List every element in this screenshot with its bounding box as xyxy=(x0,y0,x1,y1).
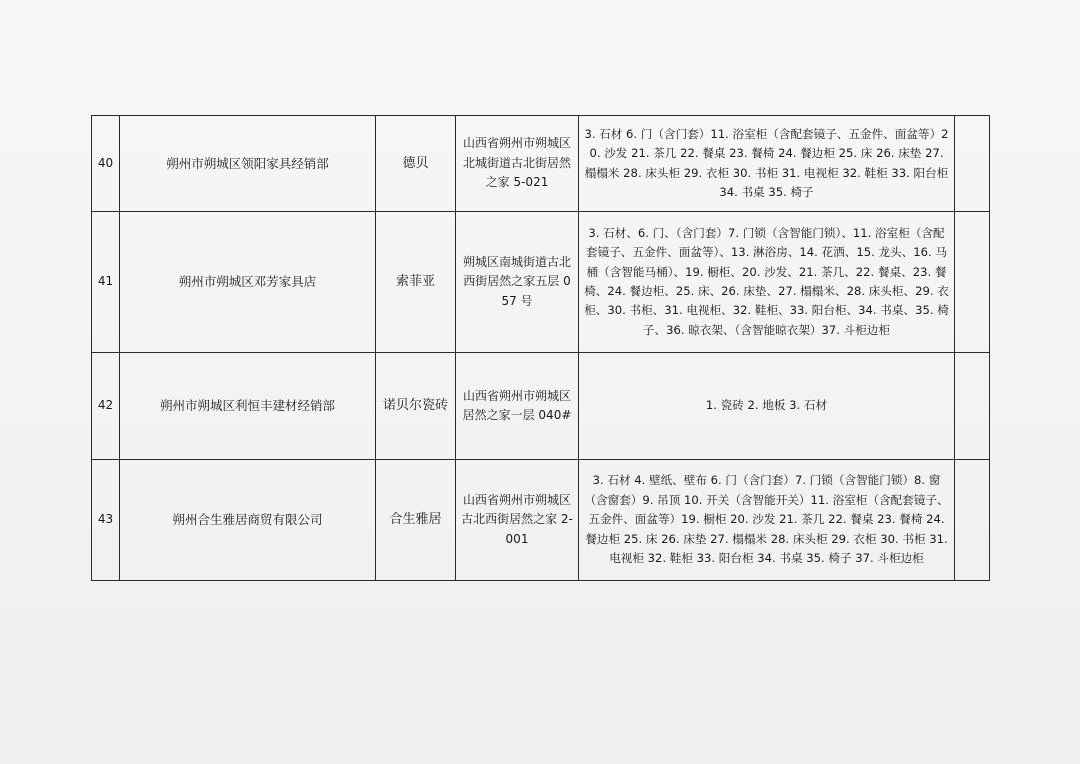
company-name: 朔州合生雅居商贸有限公司 xyxy=(120,460,376,581)
product-categories: 3. 石材、6. 门、（含门套）7. 门锁（含智能门锁）、11. 浴室柜（含配套镜子、五金件、面盆等）、13. 淋浴房、14. 花洒、15. 龙头、16. 马桶（含智能马桶）、19. 橱柜、20. 沙发、21. 茶几、22. 餐桌、23. 餐椅、24. 餐边柜、25. 床、26. 床垫、27. 榻榻米、28. 床头柜、29. 衣柜、30. 书柜、31. 电视柜、32. 鞋柜、33. 阳台柜、34. 书桌、35. 椅子、36. 晾衣架、（含智能晾衣架）37. 斗柜边柜 xyxy=(579,212,955,353)
row-number: 40 xyxy=(92,116,120,212)
brand-name: 德贝 xyxy=(376,116,456,212)
table-row xyxy=(92,212,990,353)
product-categories: 3. 石材 6. 门（含门套）11. 浴室柜（含配套镜子、五金件、面盆等）20. 沙发 21. 茶几 22. 餐桌 23. 餐椅 24. 餐边柜 25. 床 26. 床垫 27. 榻榻米 28. 床头柜 29. 衣柜 30. 书柜 31. 电视柜 32. 鞋柜 33. 阳台柜 34. 书桌 35. 椅子 xyxy=(579,116,955,212)
company-name: 朔州市朔城区领阳家具经销部 xyxy=(120,116,376,212)
table-row xyxy=(92,460,990,581)
table-row xyxy=(92,353,990,460)
brand-name: 合生雅居 xyxy=(376,460,456,581)
store-address: 山西省朔州市朔城区居然之家一层 040# xyxy=(456,353,579,460)
store-address: 山西省朔州市朔城区古北西街居然之家 2-001 xyxy=(456,460,579,581)
store-address: 山西省朔州市朔城区北城街道古北街居然之家 5-021 xyxy=(456,116,579,212)
product-categories: 1. 瓷砖 2. 地板 3. 石材 xyxy=(579,353,955,460)
company-name: 朔州市朔城区邓芳家具店 xyxy=(120,212,376,353)
empty-cell xyxy=(955,212,990,353)
table-row xyxy=(92,116,990,212)
store-address: 朔城区南城街道古北西街居然之家五层 057 号 xyxy=(456,212,579,353)
company-name: 朔州市朔城区利恒丰建材经销部 xyxy=(120,353,376,460)
row-number: 41 xyxy=(92,212,120,353)
empty-cell xyxy=(955,353,990,460)
empty-cell xyxy=(955,460,990,581)
brand-name: 索菲亚 xyxy=(376,212,456,353)
empty-cell xyxy=(955,116,990,212)
row-number: 43 xyxy=(92,460,120,581)
product-categories: 3. 石材 4. 壁纸、壁布 6. 门（含门套）7. 门锁（含智能门锁）8. 窗（含窗套）9. 吊顶 10. 开关（含智能开关）11. 浴室柜（含配套镜子、五金件、面盆等）19. 橱柜 20. 沙发 21. 茶几 22. 餐桌 23. 餐椅 24. 餐边柜 25. 床 26. 床垫 27. 榻榻米 28. 床头柜 29. 衣柜 30. 书柜 31. 电视柜 32. 鞋柜 33. 阳台柜 34. 书桌 35. 椅子 37. 斗柜边柜 xyxy=(579,460,955,581)
store-table xyxy=(91,115,990,581)
row-number: 42 xyxy=(92,353,120,460)
brand-name: 诺贝尔瓷砖 xyxy=(376,353,456,460)
